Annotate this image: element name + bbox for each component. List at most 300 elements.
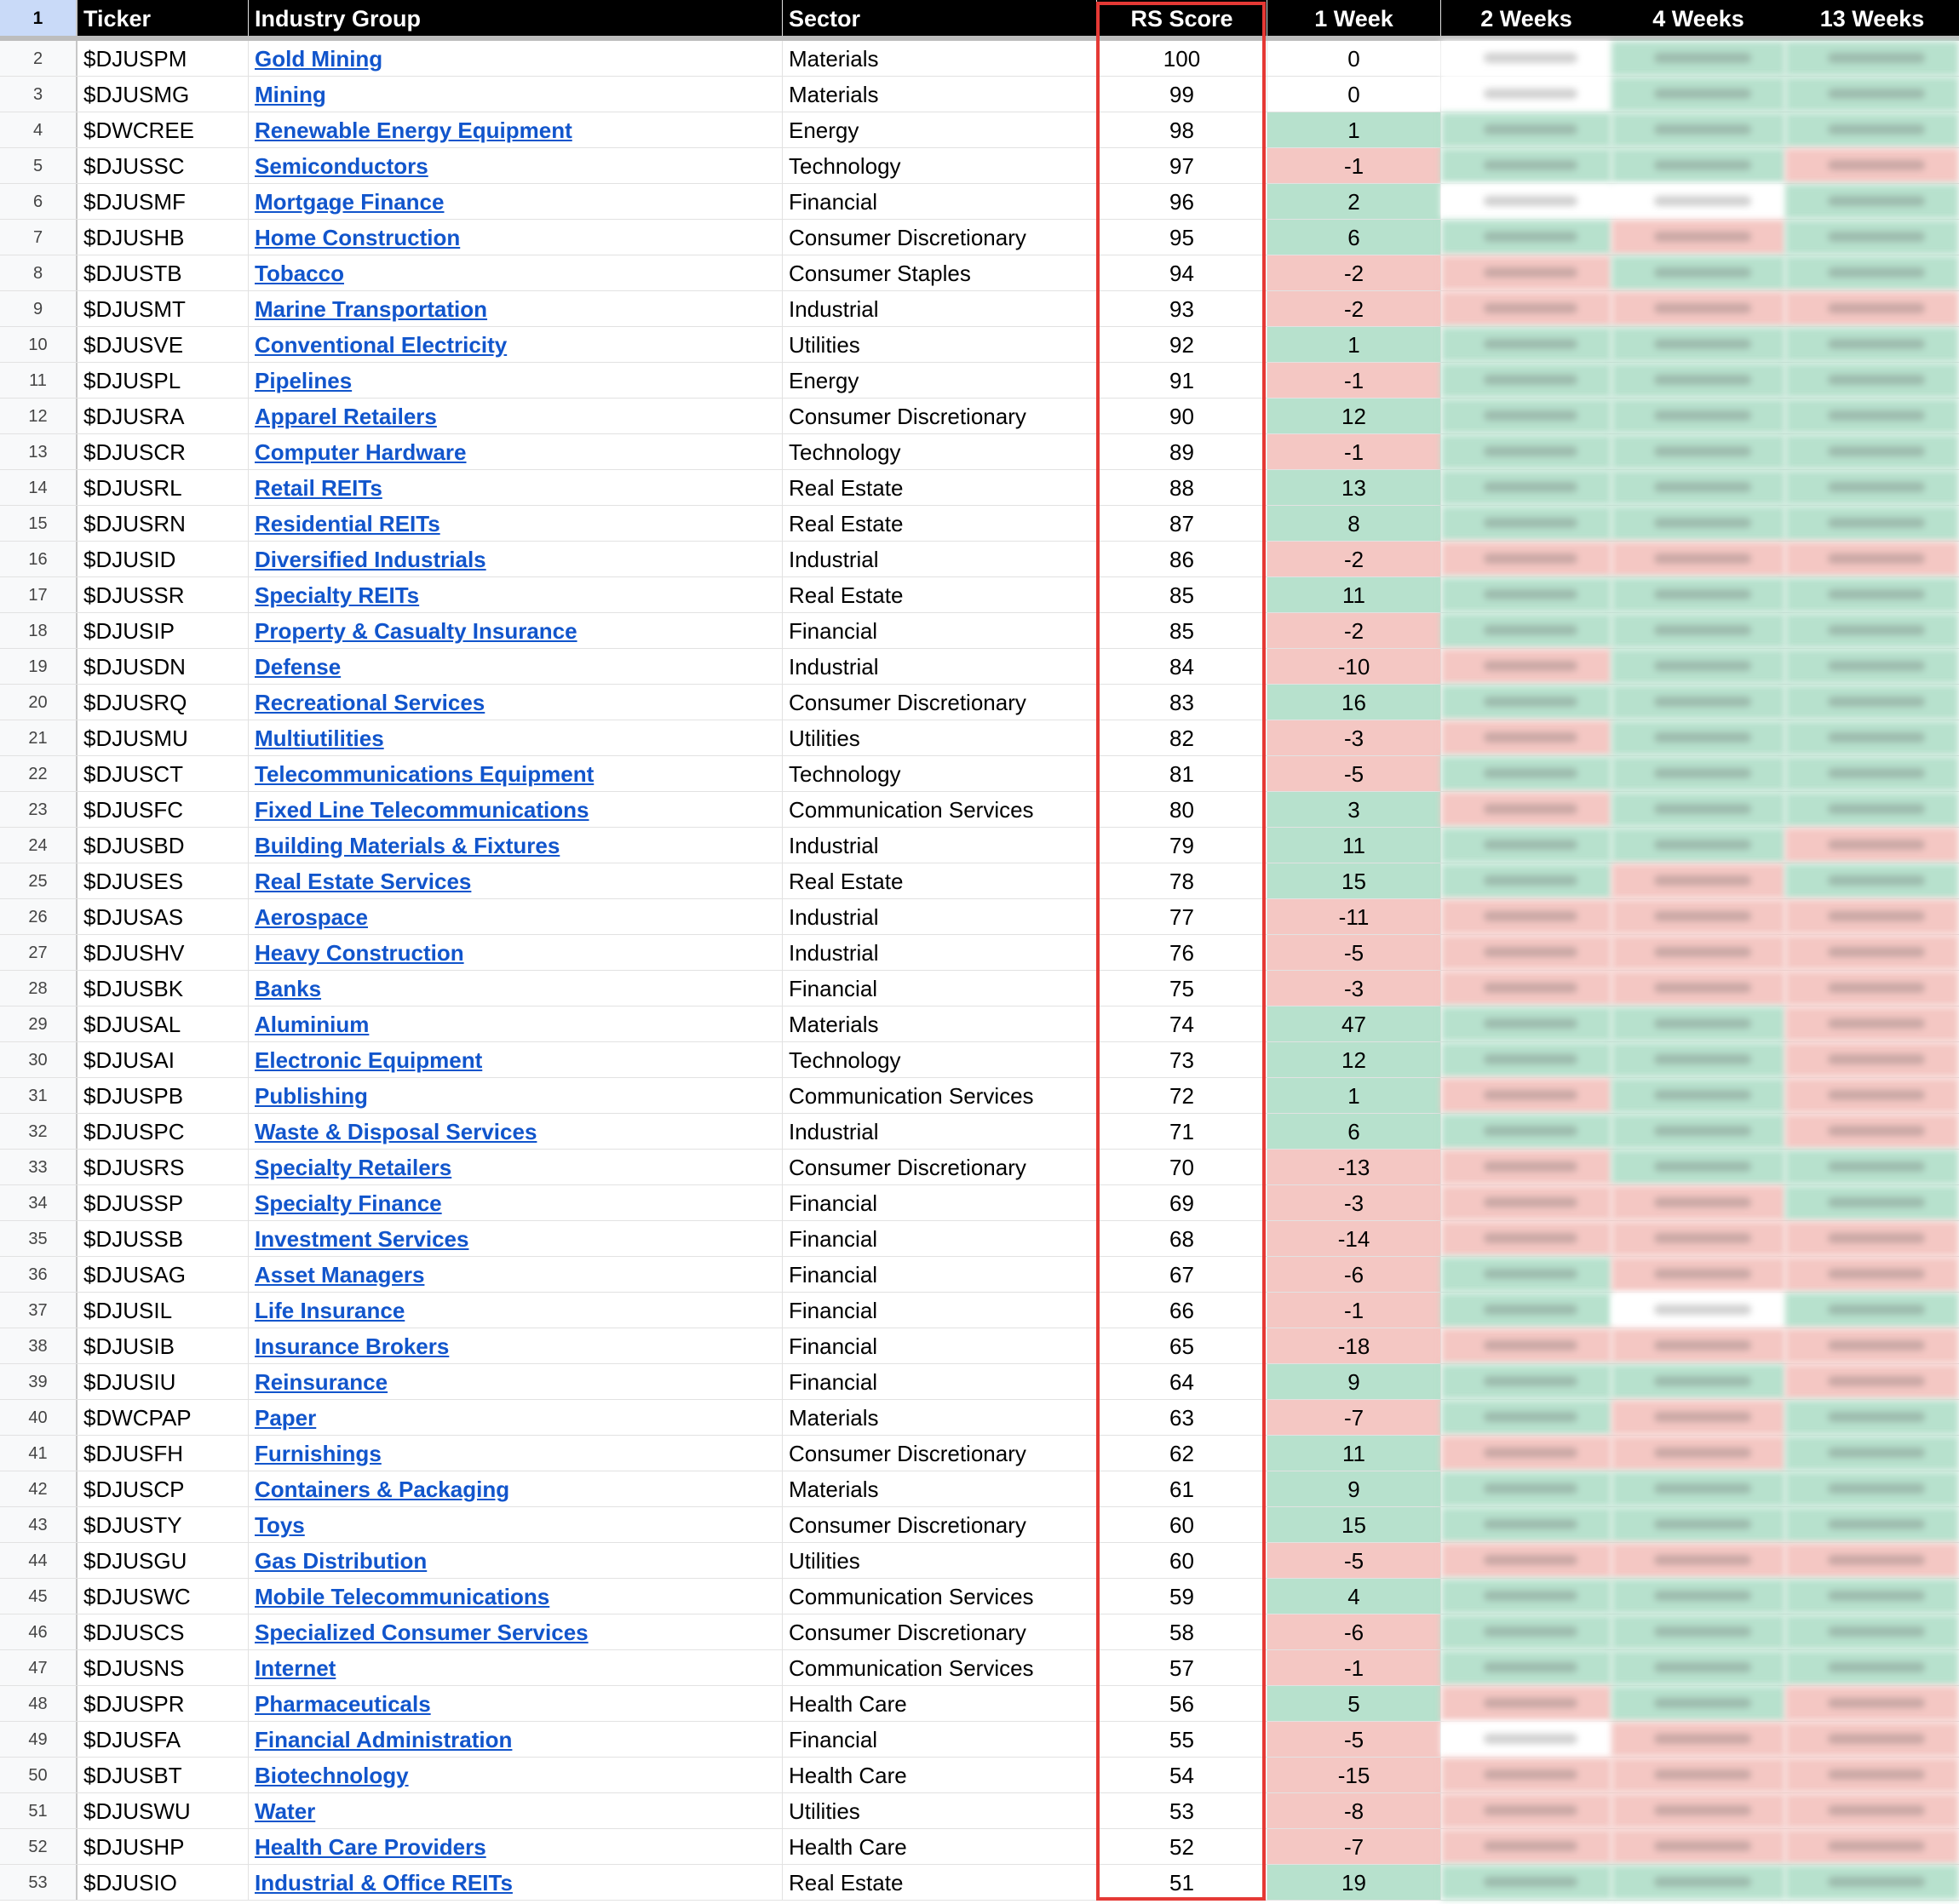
industry-group-cell[interactable]	[249, 1257, 783, 1292]
weeks-2-redacted-cell[interactable]	[1441, 1579, 1611, 1614]
week-1-column-header[interactable]: 1 Week	[1267, 0, 1441, 36]
industry-group-link[interactable]: Life Insurance	[255, 1298, 405, 1323]
weeks-4-redacted-cell[interactable]	[1611, 327, 1785, 362]
weeks-13-redacted-cell[interactable]	[1785, 1257, 1959, 1292]
weeks-4-redacted-cell[interactable]	[1611, 1793, 1785, 1828]
weeks-2-redacted-cell[interactable]	[1441, 1686, 1611, 1721]
weeks-13-redacted-cell[interactable]	[1785, 434, 1959, 469]
sector-cell[interactable]: Financial	[783, 1257, 1097, 1292]
industry-group-link[interactable]: Computer Hardware	[255, 439, 467, 465]
row-number-header[interactable]: 1	[0, 0, 78, 36]
row-number[interactable]: 18	[0, 613, 78, 648]
industry-group-cell[interactable]	[249, 77, 783, 112]
ticker-cell[interactable]: $DJUSRQ	[78, 685, 249, 720]
industry-group-cell[interactable]	[249, 1150, 783, 1184]
ticker-cell[interactable]: $DJUSNS	[78, 1650, 249, 1685]
row-number[interactable]: 40	[0, 1400, 78, 1435]
week-1-change-cell[interactable]: -1	[1267, 148, 1441, 183]
ticker-cell[interactable]: $DJUSFH	[78, 1436, 249, 1471]
industry-group-cell[interactable]	[249, 327, 783, 362]
weeks-2-redacted-cell[interactable]	[1441, 1364, 1611, 1399]
rs-score-cell[interactable]: 93	[1097, 291, 1267, 326]
sector-cell[interactable]: Technology	[783, 1042, 1097, 1077]
industry-group-cell[interactable]	[249, 542, 783, 576]
rs-score-cell[interactable]: 64	[1097, 1364, 1267, 1399]
industry-group-link[interactable]: Mortgage Finance	[255, 189, 445, 215]
row-number[interactable]: 31	[0, 1078, 78, 1113]
weeks-13-redacted-cell[interactable]	[1785, 1793, 1959, 1828]
industry-group-link[interactable]: Marine Transportation	[255, 296, 488, 322]
weeks-13-column-header[interactable]: 13 Weeks	[1819, 6, 1925, 32]
week-1-change-cell[interactable]: 6	[1267, 220, 1441, 255]
weeks-2-redacted-cell[interactable]	[1441, 935, 1611, 970]
rs-score-cell[interactable]: 94	[1097, 255, 1267, 290]
weeks-13-redacted-cell[interactable]	[1785, 184, 1959, 219]
ticker-cell[interactable]: $DJUSSR	[78, 577, 249, 612]
industry-group-link[interactable]: Fixed Line Telecommunications	[255, 797, 589, 823]
weeks-13-redacted-cell[interactable]	[1785, 1471, 1959, 1506]
sector-cell[interactable]: Materials	[783, 1471, 1097, 1506]
sector-cell[interactable]: Consumer Discretionary	[783, 1150, 1097, 1184]
weeks-4-redacted-cell[interactable]	[1611, 434, 1785, 469]
rs-score-cell[interactable]: 100	[1097, 41, 1267, 76]
sector-cell[interactable]: Financial	[783, 1722, 1097, 1757]
rs-score-cell[interactable]: 84	[1097, 649, 1267, 684]
week-1-change-cell[interactable]: 6	[1267, 1114, 1441, 1149]
week-1-change-cell[interactable]: -5	[1267, 756, 1441, 791]
ticker-cell[interactable]: $DJUSID	[78, 542, 249, 576]
rs-score-column-header[interactable]: RS Score	[1097, 0, 1267, 36]
row-number[interactable]: 20	[0, 685, 78, 720]
row-number[interactable]: 48	[0, 1686, 78, 1721]
industry-group-link[interactable]: Internet	[255, 1655, 336, 1681]
industry-group-cell[interactable]	[249, 1364, 783, 1399]
rs-score-cell[interactable]: 86	[1097, 542, 1267, 576]
sector-cell[interactable]: Financial	[783, 184, 1097, 219]
week-1-change-cell[interactable]: -2	[1267, 542, 1441, 576]
weeks-13-redacted-cell[interactable]	[1785, 77, 1959, 112]
industry-group-link[interactable]: Waste & Disposal Services	[255, 1119, 537, 1144]
ticker-cell[interactable]: $DJUSSB	[78, 1221, 249, 1256]
row-number[interactable]: 30	[0, 1042, 78, 1077]
weeks-2-redacted-cell[interactable]	[1441, 792, 1611, 827]
row-number[interactable]: 47	[0, 1650, 78, 1685]
weeks-13-redacted-cell[interactable]	[1785, 1006, 1959, 1041]
sector-cell[interactable]: Industrial	[783, 935, 1097, 970]
weeks-4-redacted-cell[interactable]	[1611, 899, 1785, 934]
weeks-13-redacted-cell[interactable]	[1785, 792, 1959, 827]
ticker-cell[interactable]: $DJUSAS	[78, 899, 249, 934]
week-1-change-cell[interactable]: -2	[1267, 291, 1441, 326]
weeks-4-redacted-cell[interactable]	[1611, 613, 1785, 648]
weeks-4-column-header[interactable]: 4 Weeks	[1652, 6, 1744, 32]
weeks-2-redacted-cell[interactable]	[1441, 1042, 1611, 1077]
rs-score-cell[interactable]: 74	[1097, 1006, 1267, 1041]
rs-score-cell[interactable]: 69	[1097, 1185, 1267, 1220]
week-1-change-cell[interactable]: 4	[1267, 1579, 1441, 1614]
week-1-change-cell[interactable]: -8	[1267, 1793, 1441, 1828]
week-1-change-cell[interactable]: 3	[1267, 792, 1441, 827]
sector-cell[interactable]: Financial	[783, 1185, 1097, 1220]
row-number[interactable]: 4	[0, 112, 78, 147]
row-number[interactable]: 52	[0, 1829, 78, 1864]
rs-score-cell[interactable]: 89	[1097, 434, 1267, 469]
industry-group-cell[interactable]	[249, 363, 783, 398]
weeks-4-redacted-cell[interactable]	[1611, 1328, 1785, 1363]
weeks-2-redacted-cell[interactable]	[1441, 542, 1611, 576]
industry-group-cell[interactable]	[249, 148, 783, 183]
weeks-13-redacted-cell[interactable]	[1785, 1078, 1959, 1113]
ticker-cell[interactable]: $DJUSMT	[78, 291, 249, 326]
ticker-cell[interactable]: $DJUSRL	[78, 470, 249, 505]
rs-score-cell[interactable]: 97	[1097, 148, 1267, 183]
sector-cell[interactable]: Real Estate	[783, 577, 1097, 612]
row-number[interactable]: 11	[0, 363, 78, 398]
sector-cell[interactable]: Health Care	[783, 1686, 1097, 1721]
weeks-4-redacted-cell[interactable]	[1611, 1507, 1785, 1542]
row-number[interactable]: 43	[0, 1507, 78, 1542]
rs-score-cell[interactable]: 99	[1097, 77, 1267, 112]
rs-score-cell[interactable]: 73	[1097, 1042, 1267, 1077]
rs-score-cell[interactable]: 63	[1097, 1400, 1267, 1435]
rs-score-cell[interactable]: 60	[1097, 1543, 1267, 1578]
week-1-change-cell[interactable]: 12	[1267, 1042, 1441, 1077]
sector-cell[interactable]: Financial	[783, 1293, 1097, 1328]
row-number[interactable]: 33	[0, 1150, 78, 1184]
week-1-change-cell[interactable]: -5	[1267, 1722, 1441, 1757]
sector-cell[interactable]: Technology	[783, 434, 1097, 469]
rs-score-cell[interactable]: 76	[1097, 935, 1267, 970]
industry-group-cell[interactable]	[249, 899, 783, 934]
rs-score-cell[interactable]: 67	[1097, 1257, 1267, 1292]
row-number[interactable]: 28	[0, 971, 78, 1006]
week-1-change-cell[interactable]: 12	[1267, 399, 1441, 433]
weeks-2-redacted-cell[interactable]	[1441, 1471, 1611, 1506]
week-1-change-cell[interactable]: -3	[1267, 1185, 1441, 1220]
weeks-2-redacted-cell[interactable]	[1441, 1328, 1611, 1363]
rs-score-cell[interactable]: 77	[1097, 899, 1267, 934]
ticker-cell[interactable]: $DJUSAI	[78, 1042, 249, 1077]
sector-cell[interactable]: Energy	[783, 363, 1097, 398]
ticker-cell[interactable]: $DJUSFC	[78, 792, 249, 827]
week-1-change-cell[interactable]: -13	[1267, 1150, 1441, 1184]
sector-cell[interactable]: Energy	[783, 112, 1097, 147]
weeks-2-redacted-cell[interactable]	[1441, 327, 1611, 362]
rs-score-cell[interactable]: 53	[1097, 1793, 1267, 1828]
ticker-cell[interactable]: $DJUSDN	[78, 649, 249, 684]
rs-score-cell[interactable]: 57	[1097, 1650, 1267, 1685]
industry-group-link[interactable]: Gold Mining	[255, 46, 383, 72]
row-number[interactable]: 25	[0, 863, 78, 898]
industry-group-link[interactable]: Health Care Providers	[255, 1834, 486, 1860]
weeks-13-redacted-cell[interactable]	[1785, 1293, 1959, 1328]
weeks-4-redacted-cell[interactable]	[1611, 470, 1785, 505]
weeks-13-redacted-cell[interactable]	[1785, 577, 1959, 612]
sector-cell[interactable]: Industrial	[783, 899, 1097, 934]
ticker-cell[interactable]: $DJUSTB	[78, 255, 249, 290]
industry-group-cell[interactable]	[249, 1865, 783, 1900]
row-number[interactable]: 41	[0, 1436, 78, 1471]
ticker-cell[interactable]: $DJUSAG	[78, 1257, 249, 1292]
weeks-13-redacted-cell[interactable]	[1785, 1328, 1959, 1363]
sector-cell[interactable]: Materials	[783, 1400, 1097, 1435]
weeks-13-redacted-cell[interactable]	[1785, 112, 1959, 147]
industry-group-cell[interactable]	[249, 1686, 783, 1721]
weeks-2-redacted-cell[interactable]	[1441, 434, 1611, 469]
ticker-cell[interactable]: $DJUSFA	[78, 1722, 249, 1757]
week-1-change-cell[interactable]: 0	[1267, 77, 1441, 112]
sector-cell[interactable]: Real Estate	[783, 863, 1097, 898]
weeks-13-redacted-cell[interactable]	[1785, 1114, 1959, 1149]
rs-score-cell[interactable]: 52	[1097, 1829, 1267, 1864]
sector-cell[interactable]: Consumer Staples	[783, 255, 1097, 290]
weeks-2-redacted-cell[interactable]	[1441, 41, 1611, 76]
ticker-cell[interactable]: $DJUSRN	[78, 506, 249, 541]
industry-group-cell[interactable]	[249, 613, 783, 648]
rs-score-cell[interactable]: 62	[1097, 1436, 1267, 1471]
industry-group-cell[interactable]	[249, 255, 783, 290]
industry-group-column-header[interactable]: Industry Group	[249, 0, 783, 36]
industry-group-link[interactable]: Pipelines	[255, 368, 353, 393]
rs-score-cell[interactable]: 60	[1097, 1507, 1267, 1542]
rs-score-cell[interactable]: 79	[1097, 828, 1267, 863]
rs-score-cell[interactable]: 80	[1097, 792, 1267, 827]
sector-cell[interactable]: Technology	[783, 148, 1097, 183]
ticker-cell[interactable]: $DJUSIB	[78, 1328, 249, 1363]
industry-group-link[interactable]: Paper	[255, 1405, 317, 1431]
weeks-4-redacted-cell[interactable]	[1611, 220, 1785, 255]
weeks-2-redacted-cell[interactable]	[1441, 577, 1611, 612]
sector-cell[interactable]: Consumer Discretionary	[783, 1507, 1097, 1542]
ticker-cell[interactable]: $DJUSWC	[78, 1579, 249, 1614]
sector-cell[interactable]: Communication Services	[783, 1078, 1097, 1113]
row-number[interactable]: 19	[0, 649, 78, 684]
week-1-change-cell[interactable]: -3	[1267, 720, 1441, 755]
weeks-2-redacted-cell[interactable]	[1441, 1829, 1611, 1864]
industry-group-link[interactable]: Specialty Retailers	[255, 1155, 452, 1180]
industry-group-link[interactable]: Defense	[255, 654, 342, 680]
weeks-2-redacted-cell[interactable]	[1441, 720, 1611, 755]
weeks-13-redacted-cell[interactable]	[1785, 363, 1959, 398]
rs-score-cell[interactable]: 95	[1097, 220, 1267, 255]
rs-score-cell[interactable]: 85	[1097, 613, 1267, 648]
industry-group-link[interactable]: Pharmaceuticals	[255, 1691, 431, 1717]
ticker-cell[interactable]: $DJUSMU	[78, 720, 249, 755]
row-number[interactable]: 9	[0, 291, 78, 326]
ticker-cell[interactable]: $DJUSRA	[78, 399, 249, 433]
sector-cell[interactable]: Communication Services	[783, 792, 1097, 827]
sector-cell[interactable]: Materials	[783, 77, 1097, 112]
industry-group-cell[interactable]	[249, 649, 783, 684]
row-number[interactable]: 49	[0, 1722, 78, 1757]
ticker-cell[interactable]: $DJUSSC	[78, 148, 249, 183]
row-number[interactable]: 34	[0, 1185, 78, 1220]
weeks-4-redacted-cell[interactable]	[1611, 863, 1785, 898]
weeks-2-redacted-cell[interactable]	[1441, 184, 1611, 219]
weeks-13-redacted-cell[interactable]	[1785, 1579, 1959, 1614]
week-1-change-cell[interactable]: -5	[1267, 1543, 1441, 1578]
rs-score-cell[interactable]: 83	[1097, 685, 1267, 720]
industry-group-cell[interactable]	[249, 1543, 783, 1578]
industry-group-cell[interactable]	[249, 1185, 783, 1220]
weeks-13-redacted-cell[interactable]	[1785, 41, 1959, 76]
sector-cell[interactable]: Utilities	[783, 720, 1097, 755]
industry-group-link[interactable]: Conventional Electricity	[255, 332, 508, 358]
industry-group-link[interactable]: Containers & Packaging	[255, 1477, 510, 1502]
ticker-cell[interactable]: $DJUSMG	[78, 77, 249, 112]
industry-group-cell[interactable]	[249, 1114, 783, 1149]
row-number[interactable]: 51	[0, 1793, 78, 1828]
rs-score-cell[interactable]: 70	[1097, 1150, 1267, 1184]
weeks-13-redacted-cell[interactable]	[1785, 1614, 1959, 1649]
ticker-cell[interactable]: $DJUSIO	[78, 1865, 249, 1900]
industry-group-cell[interactable]	[249, 1650, 783, 1685]
weeks-4-redacted-cell[interactable]	[1611, 1006, 1785, 1041]
row-number[interactable]: 36	[0, 1257, 78, 1292]
week-1-change-cell[interactable]: -2	[1267, 255, 1441, 290]
weeks-2-redacted-cell[interactable]	[1441, 1185, 1611, 1220]
industry-group-cell[interactable]	[249, 1758, 783, 1792]
industry-group-link[interactable]: Asset Managers	[255, 1262, 425, 1287]
weeks-13-redacted-cell[interactable]	[1785, 506, 1959, 541]
weeks-4-redacted-cell[interactable]	[1611, 685, 1785, 720]
weeks-2-redacted-cell[interactable]	[1441, 1257, 1611, 1292]
sector-cell[interactable]: Consumer Discretionary	[783, 1614, 1097, 1649]
weeks-13-redacted-cell[interactable]	[1785, 542, 1959, 576]
industry-group-link[interactable]: Telecommunications Equipment	[255, 761, 595, 787]
rs-score-cell[interactable]: 56	[1097, 1686, 1267, 1721]
sector-cell[interactable]: Consumer Discretionary	[783, 685, 1097, 720]
week-1-change-cell[interactable]: 1	[1267, 112, 1441, 147]
weeks-13-redacted-cell[interactable]	[1785, 1758, 1959, 1792]
row-number[interactable]: 3	[0, 77, 78, 112]
industry-group-link[interactable]: Semiconductors	[255, 153, 428, 179]
week-1-change-cell[interactable]: -2	[1267, 613, 1441, 648]
sector-cell[interactable]: Technology	[783, 756, 1097, 791]
row-number[interactable]: 42	[0, 1471, 78, 1506]
rs-score-cell[interactable]: 75	[1097, 971, 1267, 1006]
industry-group-cell[interactable]	[249, 399, 783, 433]
weeks-4-redacted-cell[interactable]	[1611, 255, 1785, 290]
row-number[interactable]: 53	[0, 1865, 78, 1900]
weeks-4-redacted-cell[interactable]	[1611, 1078, 1785, 1113]
row-number[interactable]: 21	[0, 720, 78, 755]
sector-cell[interactable]: Financial	[783, 971, 1097, 1006]
weeks-4-redacted-cell[interactable]	[1611, 1543, 1785, 1578]
sector-cell[interactable]: Industrial	[783, 1114, 1097, 1149]
industry-group-link[interactable]: Tobacco	[255, 261, 344, 286]
row-number[interactable]: 10	[0, 327, 78, 362]
weeks-13-redacted-cell[interactable]	[1785, 828, 1959, 863]
row-number[interactable]: 32	[0, 1114, 78, 1149]
sector-cell[interactable]: Health Care	[783, 1829, 1097, 1864]
weeks-2-redacted-cell[interactable]	[1441, 363, 1611, 398]
industry-group-cell[interactable]	[249, 863, 783, 898]
industry-group-cell[interactable]	[249, 1042, 783, 1077]
week-1-change-cell[interactable]: -14	[1267, 1221, 1441, 1256]
week-1-change-cell[interactable]: -10	[1267, 649, 1441, 684]
week-1-change-cell[interactable]: 5	[1267, 1686, 1441, 1721]
sector-cell[interactable]: Financial	[783, 1328, 1097, 1363]
industry-group-cell[interactable]	[249, 1829, 783, 1864]
weeks-4-redacted-cell[interactable]	[1611, 1614, 1785, 1649]
rs-score-cell[interactable]: 85	[1097, 577, 1267, 612]
ticker-cell[interactable]: $DWCPAP	[78, 1400, 249, 1435]
weeks-4-redacted-cell[interactable]	[1611, 1364, 1785, 1399]
weeks-13-redacted-cell[interactable]	[1785, 1221, 1959, 1256]
industry-group-link[interactable]: Apparel Retailers	[255, 404, 437, 429]
weeks-4-redacted-cell[interactable]	[1611, 1293, 1785, 1328]
sector-cell[interactable]: Industrial	[783, 649, 1097, 684]
weeks-13-redacted-cell[interactable]	[1785, 649, 1959, 684]
ticker-cell[interactable]: $DJUSPL	[78, 363, 249, 398]
week-1-change-cell[interactable]: -7	[1267, 1829, 1441, 1864]
weeks-13-redacted-cell[interactable]	[1785, 327, 1959, 362]
week-1-change-cell[interactable]: 9	[1267, 1364, 1441, 1399]
sector-column-header[interactable]: Sector	[783, 0, 1097, 36]
row-number[interactable]: 6	[0, 184, 78, 219]
weeks-2-redacted-cell[interactable]	[1441, 77, 1611, 112]
week-1-change-cell[interactable]: -1	[1267, 434, 1441, 469]
week-1-change-cell[interactable]: 11	[1267, 1436, 1441, 1471]
weeks-2-redacted-cell[interactable]	[1441, 1793, 1611, 1828]
sector-cell[interactable]: Financial	[783, 1221, 1097, 1256]
weeks-13-redacted-cell[interactable]	[1785, 935, 1959, 970]
ticker-cell[interactable]: $DJUSPB	[78, 1078, 249, 1113]
sector-cell[interactable]: Materials	[783, 1006, 1097, 1041]
ticker-cell[interactable]: $DJUSSP	[78, 1185, 249, 1220]
weeks-2-redacted-cell[interactable]	[1441, 1114, 1611, 1149]
industry-group-cell[interactable]	[249, 720, 783, 755]
weeks-2-redacted-cell[interactable]	[1441, 685, 1611, 720]
ticker-cell[interactable]: $DJUSRS	[78, 1150, 249, 1184]
weeks-4-redacted-cell[interactable]	[1611, 1257, 1785, 1292]
weeks-4-redacted-cell[interactable]	[1611, 971, 1785, 1006]
weeks-13-redacted-cell[interactable]	[1785, 1650, 1959, 1685]
sector-cell[interactable]: Real Estate	[783, 470, 1097, 505]
row-number[interactable]: 37	[0, 1293, 78, 1328]
row-number[interactable]: 23	[0, 792, 78, 827]
row-number[interactable]: 2	[0, 41, 78, 76]
rs-score-cell[interactable]: 59	[1097, 1579, 1267, 1614]
weeks-13-redacted-cell[interactable]	[1785, 1042, 1959, 1077]
weeks-2-redacted-cell[interactable]	[1441, 470, 1611, 505]
rs-score-cell[interactable]: 96	[1097, 184, 1267, 219]
industry-group-cell[interactable]	[249, 1400, 783, 1435]
weeks-13-redacted-cell[interactable]	[1785, 1507, 1959, 1542]
weeks-13-redacted-cell[interactable]	[1785, 291, 1959, 326]
sector-cell[interactable]: Financial	[783, 613, 1097, 648]
sector-cell[interactable]: Communication Services	[783, 1650, 1097, 1685]
ticker-cell[interactable]: $DJUSCR	[78, 434, 249, 469]
row-number[interactable]: 16	[0, 542, 78, 576]
weeks-4-redacted-cell[interactable]	[1611, 792, 1785, 827]
industry-group-cell[interactable]	[249, 935, 783, 970]
week-1-change-cell[interactable]: 15	[1267, 863, 1441, 898]
weeks-2-redacted-cell[interactable]	[1441, 613, 1611, 648]
weeks-4-redacted-cell[interactable]	[1611, 399, 1785, 433]
row-number[interactable]: 24	[0, 828, 78, 863]
weeks-13-redacted-cell[interactable]	[1785, 1722, 1959, 1757]
weeks-2-redacted-cell[interactable]	[1441, 255, 1611, 290]
weeks-2-redacted-cell[interactable]	[1441, 1865, 1611, 1900]
week-1-change-cell[interactable]: -6	[1267, 1614, 1441, 1649]
weeks-4-redacted-cell[interactable]	[1611, 1686, 1785, 1721]
weeks-4-redacted-cell[interactable]	[1611, 1185, 1785, 1220]
industry-group-cell[interactable]	[249, 1614, 783, 1649]
weeks-13-redacted-cell[interactable]	[1785, 1686, 1959, 1721]
weeks-13-redacted-cell[interactable]	[1785, 1185, 1959, 1220]
